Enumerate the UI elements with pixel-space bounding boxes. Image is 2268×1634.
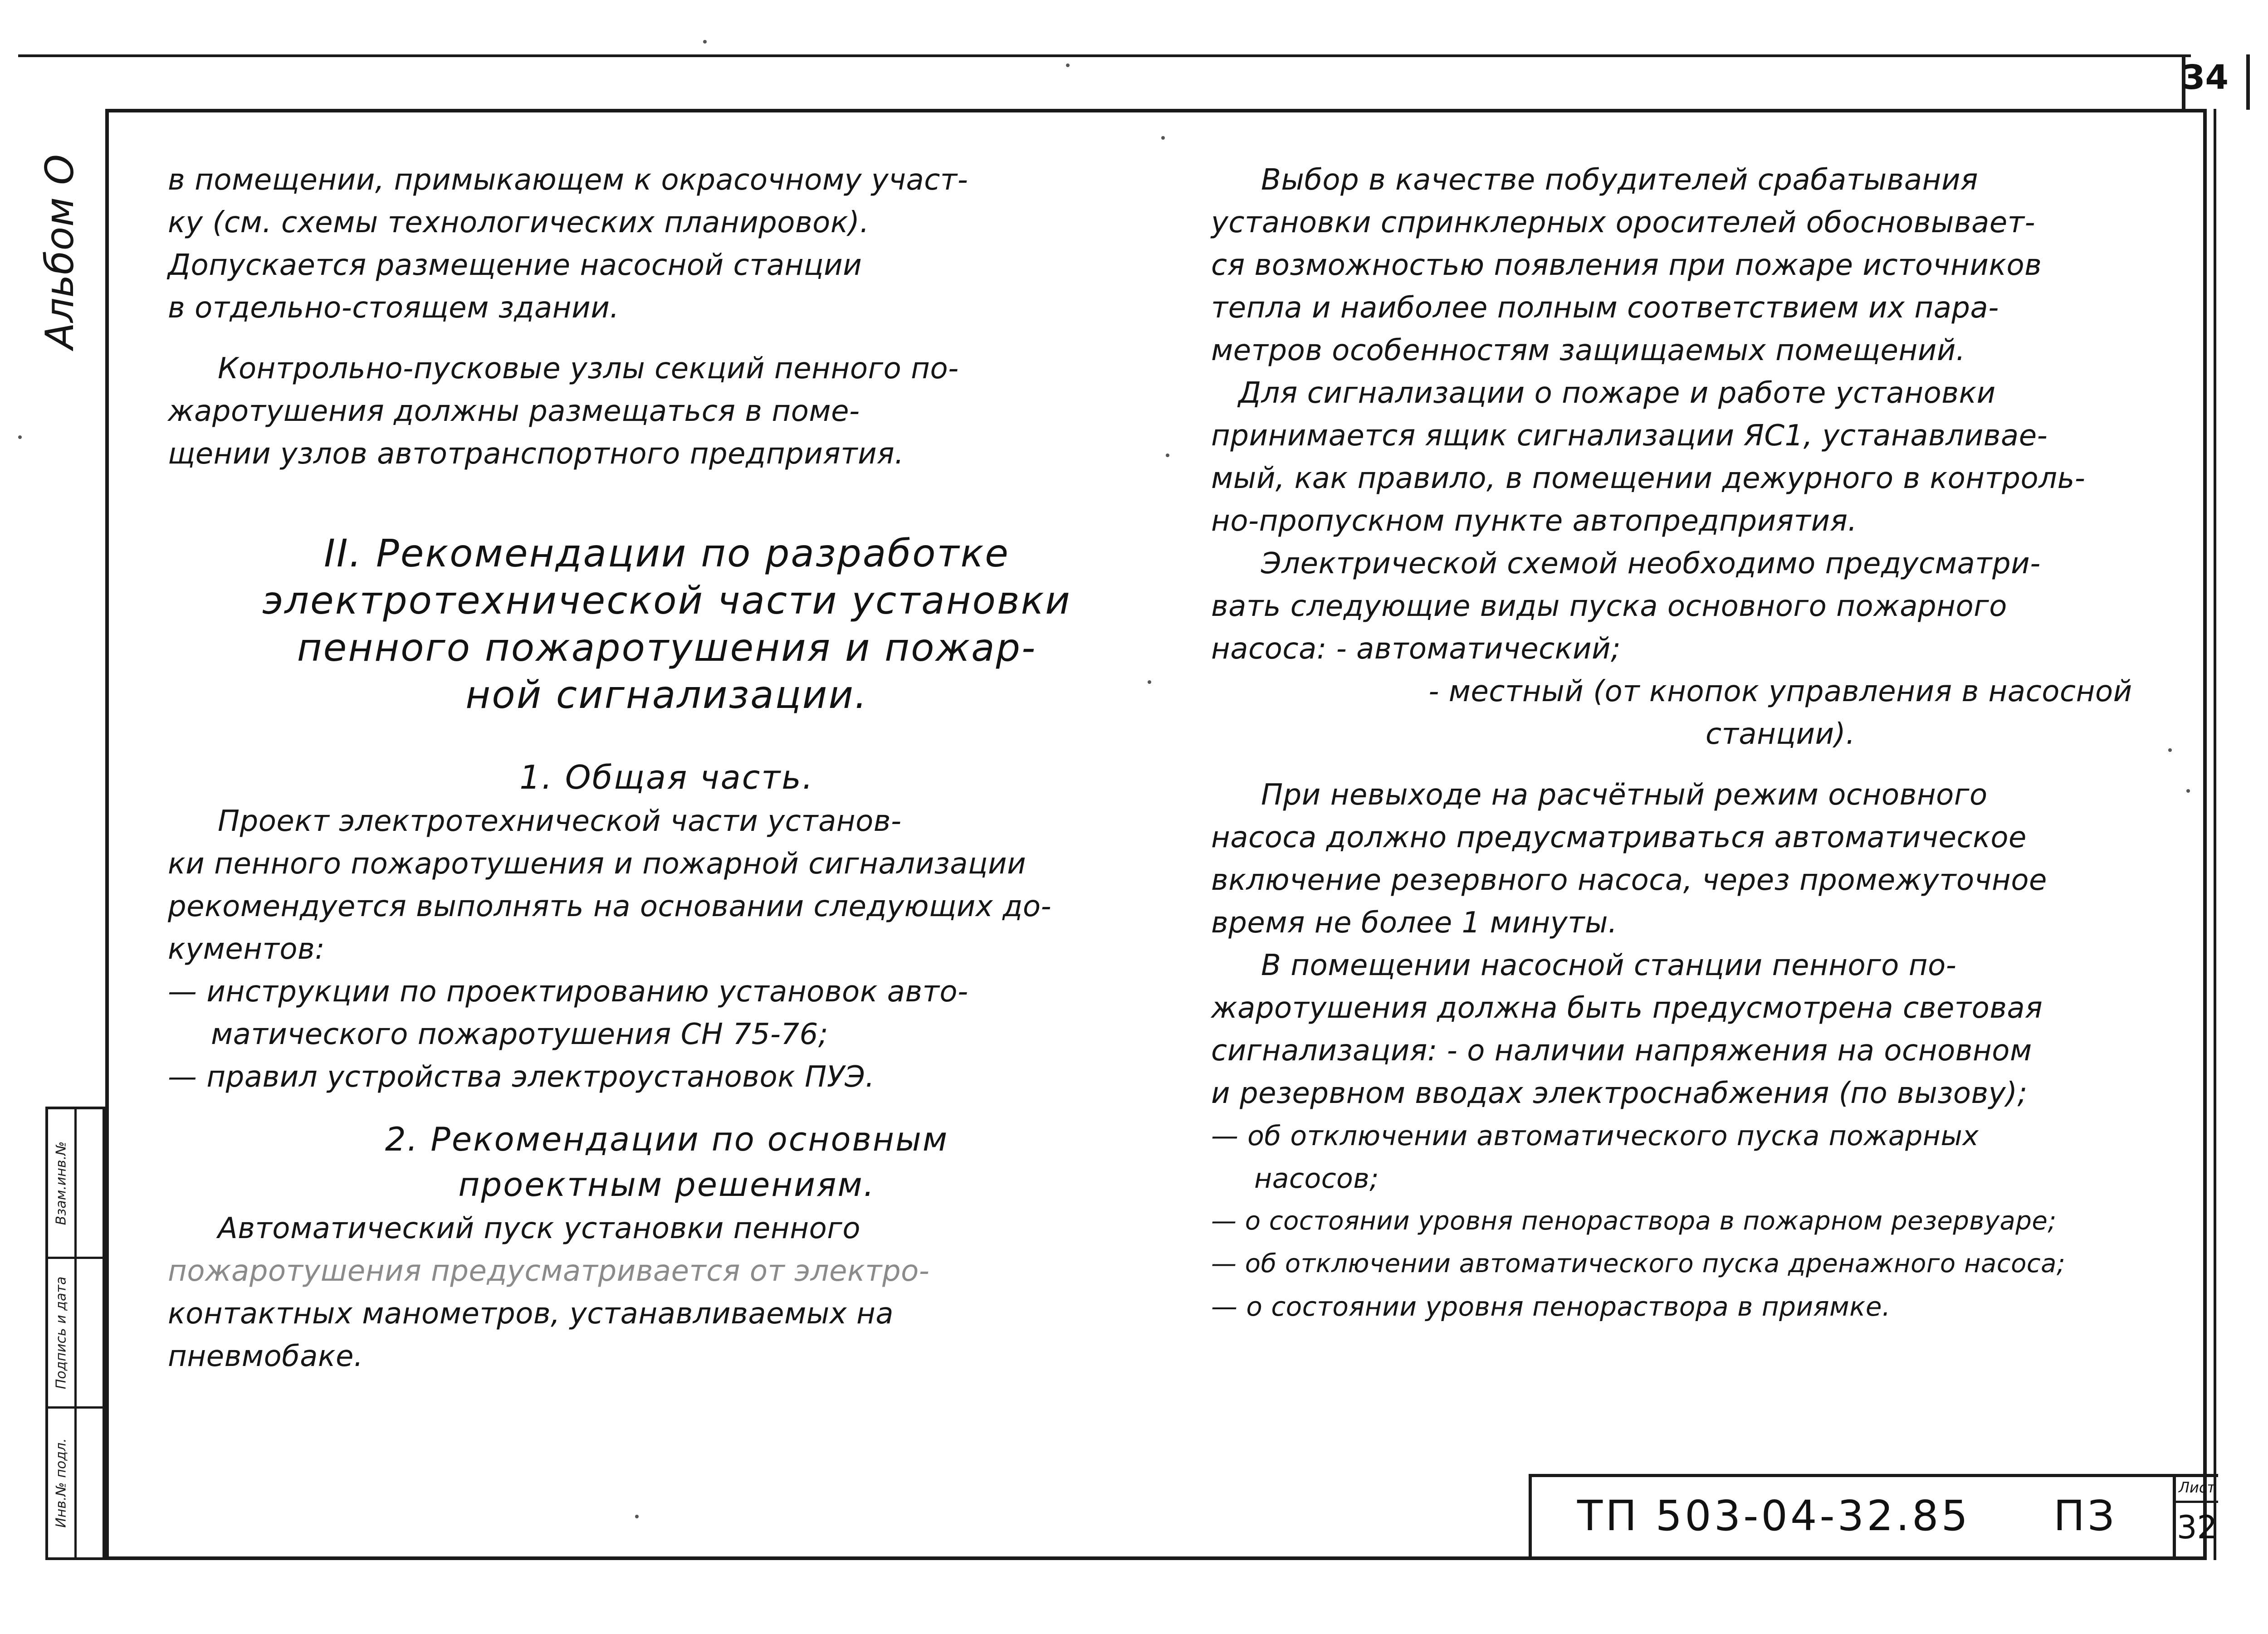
text-line: Автоматический пуск установки пенного: [218, 1212, 860, 1245]
text-line: Контрольно-пусковые узлы секций пенного по-: [218, 352, 959, 385]
scan-speck: [1066, 63, 1070, 67]
sheet-label: Лист: [2176, 1479, 2218, 1503]
text-line: время не более 1 минуты.: [1211, 906, 1618, 940]
stamp-value-signature-date: [77, 1259, 103, 1409]
text-line: жаротушения должна быть предусмотрена световая: [1211, 991, 2043, 1025]
text-line: в отдельно-стоящем здании.: [168, 291, 620, 325]
text-line: включение резервного насоса, через промежуточное: [1211, 863, 2047, 897]
title-block: [1529, 1474, 2177, 1560]
stamp-cell-replaced-inv: [48, 1109, 74, 1259]
heading-line: пенного пожаротушения и пожар-: [297, 625, 1037, 670]
text-line: метров особенностям защищаемых помещений.: [1211, 334, 1965, 367]
right-paragraph-2: [1211, 372, 2186, 542]
text-line: пневмобаке.: [168, 1340, 363, 1373]
text-line: Проект электротехнической части установ-: [218, 805, 902, 838]
stamp-value-inv-original: [77, 1409, 103, 1557]
left-paragraph-4: [168, 1207, 1166, 1378]
text-line: мый, как правило, в помещении дежурного в контроль-: [1211, 462, 2086, 495]
document-code: ТП 503-04-32.85: [1577, 1492, 1971, 1540]
stamp-cell-inv-original: [48, 1409, 74, 1557]
scan-speck: [1148, 680, 1151, 684]
heading-line: электротехнической части установки: [262, 578, 1071, 623]
text-line: щении узлов автотранспортного предприятия.: [168, 437, 904, 471]
page-number: 34: [2182, 58, 2229, 97]
album-label-text: Альбом О: [37, 154, 83, 350]
text-line: установки спринклерных оросителей обосновывает-: [1211, 206, 2036, 239]
list-item-cont: насосов;: [1254, 1163, 1379, 1195]
stamp-col-values: [77, 1109, 103, 1557]
text-line: но-пропускном пункте автопредприятия.: [1211, 504, 1857, 538]
stamp-text-signature-date: Подпись и дата: [53, 1276, 69, 1389]
scan-speck: [18, 435, 22, 439]
text-line: - местный (от кнопок управления в насосной: [1428, 675, 2132, 708]
album-label: [37, 154, 83, 349]
text-line: ся возможностью появления при пожаре источников: [1211, 249, 2042, 282]
text-line: принимается ящик сигнализации ЯС1, устанавливае-: [1211, 419, 2048, 453]
left-paragraph-1: [168, 159, 1166, 329]
text-line: в помещении, примыкающем к окрасочному участ-: [168, 163, 968, 197]
text-line: Выбор в качестве побудителей срабатывания: [1261, 163, 1979, 197]
text-line: контактных манометров, устанавливаемых на: [168, 1297, 894, 1331]
heading-line: ной сигнализации.: [465, 673, 868, 717]
text-line: кументов:: [168, 932, 325, 966]
right-paragraph-3: [1211, 542, 2186, 756]
sheet-number: 32: [2176, 1509, 2218, 1546]
text-line: ку (см. схемы технологических планировок).: [168, 206, 870, 239]
right-paragraph-5: [1211, 944, 2186, 1115]
list-item: — правил устройства электроустановок ПУЭ.: [168, 1060, 875, 1094]
stamp-text-replaced-inv: Взам.инв.№: [53, 1141, 69, 1225]
text-line: станции).: [1705, 717, 1856, 751]
text-line: В помещении насосной станции пенного по-: [1261, 949, 1957, 982]
document-suffix: ПЗ: [2053, 1492, 2117, 1540]
text-line: и резервном вводах электроснабжения (по вызову);: [1211, 1077, 2028, 1110]
text-line: Электрической схемой необходимо предусматри-: [1261, 547, 2041, 580]
list-item: — об отключении автоматического пуска дренажного насоса;: [1211, 1249, 2066, 1278]
section-heading: [168, 530, 1166, 718]
text-line: насоса: - автоматический;: [1211, 632, 1621, 666]
text-line: Допускается размещение насосной станции: [168, 249, 862, 282]
right-paragraph-1: [1211, 159, 2186, 372]
text-line: При невыходе на расчётный режим основного: [1261, 778, 1988, 812]
text-line: жаротушения должны размещаться в поме-: [168, 395, 860, 428]
scan-speck: [2186, 789, 2190, 793]
text-line: насоса должно предусматриваться автоматическое: [1211, 821, 2027, 854]
subheading-line: проектным решениям.: [458, 1166, 875, 1204]
frame-right-rule: [2214, 109, 2216, 1560]
right-list: [1211, 1115, 2186, 1328]
list-item: — о состоянии уровня пенораствора в пожарном резервуаре;: [1211, 1206, 2057, 1236]
sheet-number-box: [2173, 1474, 2218, 1560]
text-line: рекомендуется выполнять на основании следующих до-: [168, 890, 1052, 923]
scan-speck: [2168, 748, 2172, 752]
text-line: Для сигнализации о пожаре и работе установки: [1238, 376, 1996, 410]
scan-speck: [703, 40, 707, 44]
left-list: [168, 971, 1166, 1098]
text-line: ки пенного пожаротушения и пожарной сигнализации: [168, 847, 1026, 881]
subheading-line: 2. Рекомендации по основным: [385, 1120, 949, 1158]
left-column: [168, 159, 1166, 1378]
text-line: сигнализация: - о наличии напряжения на основном: [1211, 1034, 2032, 1068]
stamp-text-inv-original: Инв.№ подл.: [53, 1438, 69, 1528]
stamp-columns: [45, 1107, 105, 1560]
text-line: вать следующие виды пуска основного пожарного: [1211, 590, 2007, 623]
text-line: пожаротушения предусматривается от электро-: [168, 1254, 930, 1288]
stamp-cell-signature-date: [48, 1259, 74, 1409]
scan-speck: [1166, 454, 1169, 457]
list-item: — о состоянии уровня пенораствора в приямке.: [1211, 1291, 1891, 1322]
subheading-general: 1. Общая часть.: [519, 758, 814, 796]
scan-speck: [635, 1515, 639, 1518]
text-line: тепла и наиболее полным соответствием их пара-: [1211, 291, 1999, 325]
heading-line: II. Рекомендации по разработке: [324, 531, 1010, 576]
left-paragraph-2: [168, 347, 1166, 475]
list-item: — инструкции по проектированию установок авто-: [168, 975, 968, 1009]
list-item-cont: матического пожаротушения СН 75-76;: [211, 1018, 828, 1051]
stamp-value-replaced-inv: [77, 1109, 103, 1259]
left-paragraph-3: [168, 800, 1166, 971]
subheading-recommendations: [168, 1117, 1166, 1207]
right-column: [1211, 159, 2186, 1328]
list-item: — об отключении автоматического пуска пожарных: [1211, 1120, 1979, 1152]
scan-speck: [1161, 136, 1165, 140]
frame-top-rule: [18, 54, 2191, 57]
right-paragraph-4: [1211, 774, 2186, 944]
stamp-col-labels: [48, 1109, 77, 1557]
